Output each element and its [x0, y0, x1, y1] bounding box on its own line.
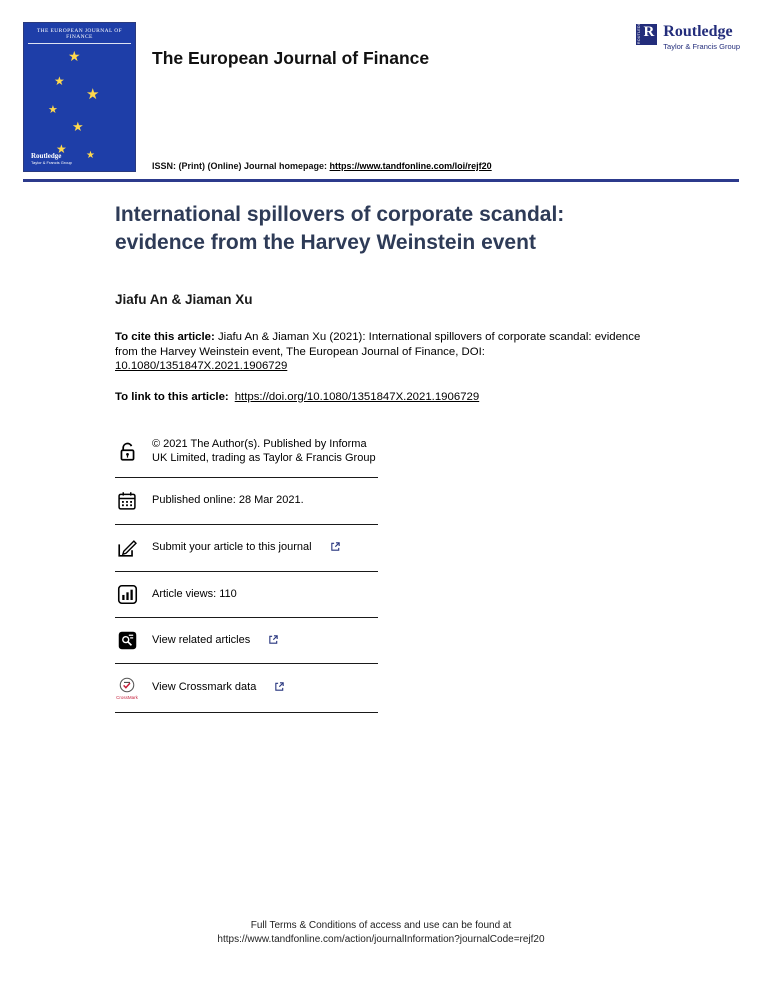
info-row-published	[115, 478, 378, 525]
routledge-r-letter: R	[643, 24, 655, 40]
issn-homepage-line	[152, 161, 492, 171]
star-icon: ★	[48, 104, 58, 116]
footer-terms	[0, 919, 762, 947]
star-icon: ★	[72, 119, 84, 134]
article-title	[115, 201, 655, 257]
star-icon: ★	[54, 74, 65, 88]
submit-pencil-icon	[115, 537, 139, 559]
info-row-views	[115, 572, 378, 618]
citation-paragraph	[115, 330, 643, 374]
journal-title: The European Journal of Finance	[152, 48, 430, 68]
journal-cover-thumbnail	[23, 22, 136, 172]
related-articles-icon	[115, 630, 139, 651]
article-info-list	[115, 433, 378, 713]
calendar-icon	[115, 490, 139, 512]
info-row-submit[interactable]	[115, 525, 378, 572]
publisher-tagline: Taylor & Francis Group	[663, 42, 740, 51]
bar-chart-icon	[115, 584, 139, 605]
copyright-text: © 2021 The Author(s). Published by Informa UK Limited, trading as Taylor & Francis Group	[152, 438, 376, 464]
publisher-name: Routledge	[663, 23, 733, 40]
published-online-text: Published online: 28 Mar 2021.	[152, 494, 304, 507]
view-crossmark-link[interactable]: View Crossmark data	[152, 681, 257, 694]
footer-line1: Full Terms & Conditions of access and use can be found at	[250, 920, 512, 931]
link-line	[115, 391, 655, 403]
info-row-related[interactable]	[115, 618, 378, 664]
star-icon: ★	[86, 150, 95, 161]
cover-publisher-tagline: Taylor & Francis Group	[31, 160, 72, 165]
article-authors: Jiafu An & Jiaman Xu	[115, 292, 253, 307]
submit-article-link[interactable]: Submit your article to this journal	[152, 541, 312, 554]
link-label: To link to this article:	[115, 390, 229, 403]
header-divider-rule	[23, 179, 739, 182]
footer-terms-url[interactable]: https://www.tandfonline.com/action/journalInformation?journalCode=rejf20	[217, 934, 545, 945]
issn-prefix: ISSN: (Print) (Online) Journal homepage:	[152, 161, 330, 171]
publisher-logo	[636, 19, 740, 51]
star-icon: ★	[86, 86, 100, 103]
view-related-link[interactable]: View related articles	[152, 633, 251, 646]
crossmark-icon	[115, 676, 139, 700]
info-row-crossmark[interactable]	[115, 664, 378, 713]
routledge-vertical-text: ROUTLEDGE	[637, 19, 642, 44]
article-title-line1: International spillovers of corporate scandal:	[115, 203, 565, 226]
article-views-text: Article views: 110	[152, 587, 237, 600]
article-title-line2: evidence from the Harvey Weinstein event	[115, 231, 536, 254]
crossmark-caption: CrossMark	[116, 695, 138, 700]
cite-label: To cite this article:	[115, 331, 215, 343]
cover-masthead: THE EUROPEAN JOURNAL OF FINANCE	[28, 28, 131, 44]
journal-homepage-link[interactable]: https://www.tandfonline.com/loi/rejf20	[329, 161, 492, 171]
external-link-icon	[274, 679, 285, 697]
cite-text: Jiafu An & Jiaman Xu (2021): International spillovers of corporate scandal: evidence from the Harvey Weinstein event, The European Journal of Finance, DOI:	[115, 331, 641, 358]
cite-doi-link[interactable]: 10.1080/1351847X.2021.1906729	[115, 360, 288, 373]
star-icon: ★	[56, 142, 67, 156]
info-row-copyright	[115, 433, 378, 478]
external-link-icon	[330, 539, 341, 557]
routledge-logo-icon	[636, 19, 657, 45]
doi-link[interactable]: https://doi.org/10.1080/1351847X.2021.1906729	[234, 390, 480, 403]
external-link-icon	[268, 632, 279, 650]
cover-publisher-name: Routledge	[31, 152, 62, 160]
cover-publisher	[31, 152, 72, 165]
star-icon: ★	[68, 48, 81, 64]
article-block	[115, 201, 655, 403]
open-access-lock-icon	[115, 441, 139, 463]
